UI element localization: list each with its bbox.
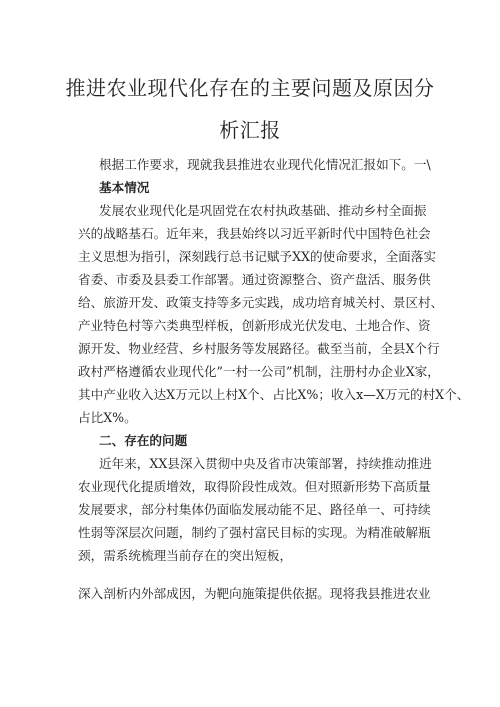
body-text-line: 兴的战略基石。近年来，我县始终以习近平新时代中国特色社会 (78, 226, 431, 241)
body-text-line: 占比X%。 (78, 410, 137, 425)
body-text-line: 近年来，XX县深入贯彻中央及省市决策部署，持续推动推进 (99, 456, 432, 471)
body-text-line: 省委、市委及县委工作部署。通过资源整合、资产盘活、服务供 (78, 272, 431, 287)
body-text-line: 发展要求，部分村集体仍面临发展动能不足、路径单一、可持续 (78, 502, 431, 517)
body-text-line: 发展农业现代化是巩固党在农村执政基础、推动乡村全面振 (99, 203, 427, 218)
body-text-line: 颈，需系统梳理当前存在的突出短板， (78, 548, 293, 563)
body-text-line: 政村严格遵循农业现代化”一村一公司”机制，注册村办企业X家， (78, 364, 440, 379)
body-text-line: 性弱等深层次问题，制约了强村富民目标的实现。为精准破解瓶 (78, 525, 431, 540)
body-text-line: 根据工作要求，现就我县推进农业现代化情况汇报如下。一\ (99, 157, 431, 172)
section-heading: 基本情况 (99, 180, 150, 195)
body-text-line: 深入剖析内外部成因，为靶向施策提供依据。现将我县推进农业 (78, 586, 431, 601)
body-text-line: 主义思想为指引，深刻践行总书记赋予XX的使命要求，全面落实 (78, 249, 436, 264)
document-title-line-2: 析汇报 (219, 118, 281, 142)
body-text-line: 产业特色村等六类典型样板，创新形成光伏发电、土地合作、资 (78, 318, 431, 333)
body-text-line: 给、旅游开发、政策支持等多元实践，成功培育城关村、景区村、 (78, 295, 444, 310)
document-title-line-1: 推进农业现代化存在的主要问题及原因分 (65, 76, 435, 100)
body-text-line: 其中产业收入达X万元以上村X个、占比X%；收入x—X万元的村X个、 (78, 387, 470, 402)
body-text-line: 源开发、物业经营、乡村服务等发展路径。截至当前，全县X个行 (78, 341, 440, 356)
body-text-line: 农业现代化提质增效，取得阶段性成效。但对照新形势下高质量 (78, 479, 431, 494)
section-heading: 二、存在的问题 (99, 433, 188, 448)
